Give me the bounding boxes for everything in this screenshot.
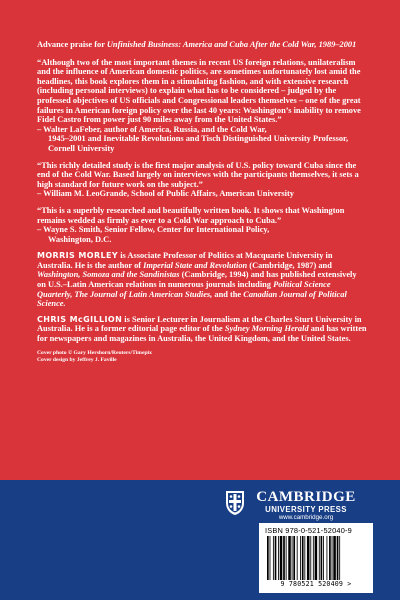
barcode-stripe — [337, 536, 339, 580]
photo-credit: Cover photo © Gary Hershorn/Reuters/Timepix — [37, 349, 152, 356]
author-name: CHRIS McGILLION — [37, 314, 123, 324]
attribution-line-1: – William M. LeoGrande, School of Public Affairs, American University — [37, 189, 294, 199]
barcode-stripe — [329, 536, 331, 580]
barcode-panel — [259, 523, 373, 593]
attribution-line-2: Washington, D.C. — [48, 234, 112, 244]
quote-attribution — [37, 225, 367, 244]
barcode-stripe — [283, 536, 285, 580]
barcode-stripe — [307, 536, 310, 580]
attribution-line-1: – Walter LaFeber, author of America, Russia, and the Cold War, — [37, 124, 267, 134]
design-credit: Cover design by Jeffrey J. Faville — [37, 356, 117, 363]
barcode-stripe — [332, 536, 333, 580]
author-bio-morley — [37, 251, 367, 309]
barcode-stripe — [267, 536, 269, 580]
quote-leogrande — [37, 161, 367, 199]
advance-praise-heading — [37, 40, 367, 50]
bio-text: and has written for newspapers and magazines in Australia, the United Kingdom, and the United States. — [37, 324, 367, 344]
barcode-stripe — [339, 536, 340, 580]
book-citation: Washington, Somoza and the Sandinistas — [37, 270, 180, 280]
barcode-stripe — [293, 536, 295, 580]
shield-crest-icon — [225, 490, 245, 516]
barcode-stripe — [280, 536, 283, 580]
barcode-stripe — [304, 536, 305, 580]
barcode-stripe — [270, 536, 271, 580]
barcode-stripe — [315, 536, 318, 580]
barcode-stripe — [310, 536, 311, 580]
bio-text: (Cambridge, 1994) and has published extensively on U.S.–Latin American relations in numerous journals including — [37, 270, 357, 290]
barcode-stripe — [278, 536, 279, 580]
barcode-stripe — [323, 536, 324, 580]
quote-smith — [37, 206, 367, 244]
quote-lafeber — [37, 58, 367, 154]
book-citation: Imperial State and Revolution — [143, 260, 248, 270]
barcode-stripe — [288, 536, 291, 580]
publisher-subtitle: UNIVERSITY PRESS — [265, 505, 347, 514]
barcode-stripe — [273, 536, 274, 580]
book-title: Unfinished Business: America and Cuba After the Cold War, 1989–2001 — [106, 40, 357, 49]
barcode-digits: 9 780521 520409 > — [280, 580, 352, 588]
journal-citation: Political Science Quarterly, The Journal of Latin American Studies, — [37, 280, 331, 299]
publisher-logo — [250, 489, 362, 522]
barcode-stripe — [313, 536, 314, 580]
quote-attribution — [37, 125, 367, 154]
quote-text: “This is a superbly researched and beautifully written book. It shows that Washington remains wedded as firmly as ever to a Cold War approach to Cuba.” — [37, 205, 345, 225]
attribution-line-1: – Wayne S. Smith, Senior Fellow, Center for International Policy, — [37, 225, 270, 235]
barcode-stripe — [297, 536, 298, 580]
barcode-image — [265, 536, 367, 580]
quote-text: “Although two of the most important themes in recent US foreign relations, unilateralism and the influence of American domestic politics, are sometimes unfortunately lost amid the headlines, this book explores them in a stimulating fashion, and with extensive research (including personal interviews) to explain what has to be considered – judged by the professed objectives of US officials and Congressional leaders themselves – one of the great failures in American foreign policy over the last 40 years: Washington’s inability to remove Fidel Castro from power just 90 miles away from the United States.” — [37, 57, 361, 125]
publisher-url: www.cambridge.org — [278, 514, 334, 521]
attribution-line-2: 1945–2001 and Inevitable Revolutions and Tisch Distinguished University Professor, Cornell University — [48, 134, 349, 153]
praise-intro: Advance praise for — [37, 40, 105, 49]
newspaper-citation: Sydney Morning Herald — [224, 324, 309, 334]
bio-text: (Cambridge, 1987) and — [247, 260, 332, 270]
author-name: MORRIS MORLEY — [37, 251, 119, 261]
quote-text: “This richly detailed study is the first major analysis of U.S. policy toward Cuba since the end of the Cold War. Based largely on interviews with the participants themselves, it sets a high standard for future work on the subject.” — [37, 160, 359, 189]
cover-credits — [37, 350, 367, 364]
barcode-stripe — [302, 536, 304, 580]
bio-text: is Associate Professor of Politics at Macquarie University in Australia. He is the author of — [37, 251, 333, 270]
quote-attribution — [37, 189, 367, 199]
barcode-stripe — [292, 536, 293, 580]
barcode-stripe — [321, 536, 323, 580]
isbn-number: ISBN 978-0-521-52040-9 — [265, 526, 352, 535]
bio-text: and the — [212, 289, 244, 299]
barcode-stripe — [327, 536, 328, 580]
barcode-stripe — [333, 536, 336, 580]
journal-citation: Canadian Journal of Political Science. — [37, 289, 347, 309]
author-bio-mcgillion — [37, 315, 367, 344]
barcode-stripe — [286, 536, 287, 580]
cover-text — [37, 40, 367, 364]
barcode-stripe — [275, 536, 277, 580]
publisher-name: CAMBRIDGE — [256, 489, 356, 505]
barcode-stripe — [319, 536, 320, 580]
barcode-stripe — [300, 536, 301, 580]
bio-text: is Senior Lecturer in Journalism at the Charles Sturt University in Australia. He is a former editorial page editor of the — [37, 314, 362, 334]
